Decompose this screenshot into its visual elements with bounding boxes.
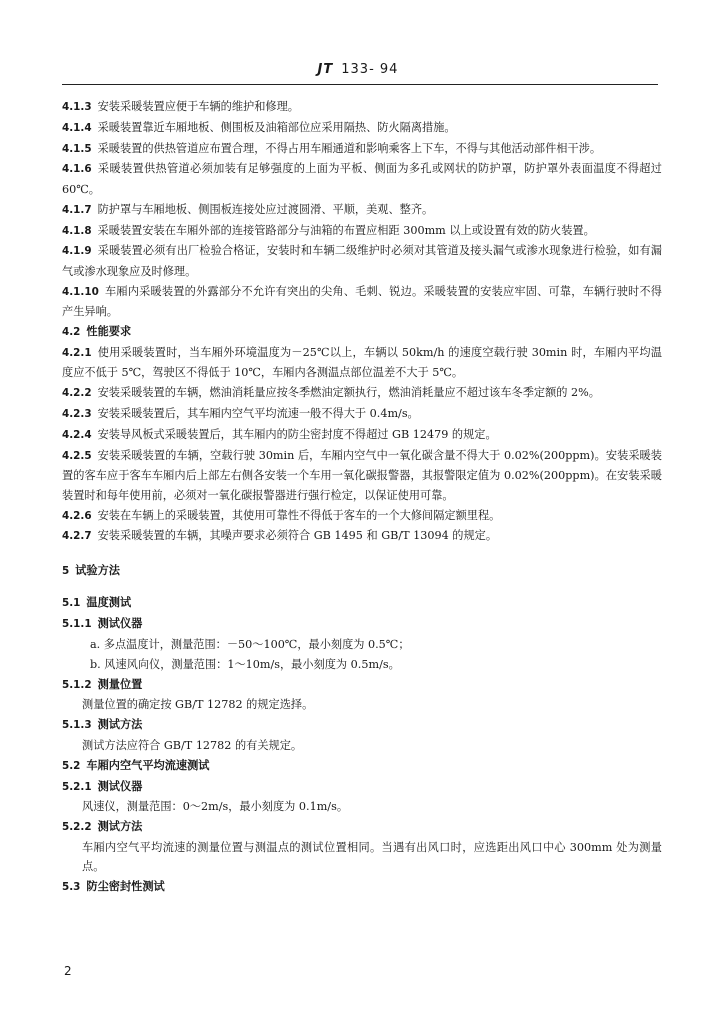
section-heading: 5 试验方法 bbox=[62, 562, 120, 577]
clause-text: 安装采暖装置的车辆，空载行驶 30min 后，车厢内空气中一氧化碳含量不得大于 0.02%(200ppm)。安装采暖装置的客车应于客车车厢内后上部左右侧各安装一个车用一氧化碳报警器，其报警限定值为 0.02%(200ppm)。在安装采暖装置时和每年使用前，必须对一氧化碳报警器进行强行检定，以保证使用可靠。 bbox=[62, 448, 662, 502]
clause-number: 4.2.3 bbox=[62, 407, 92, 420]
clause-4-1-5 bbox=[62, 139, 662, 160]
clause-text: 安装在车辆上的采暖装置，其使用可靠性不得低于客车的一个大修间隔定额里程。 bbox=[97, 508, 501, 522]
clause-4-1-6 bbox=[62, 159, 662, 199]
header-rule bbox=[62, 84, 658, 85]
clause-number: 4.1.9 bbox=[62, 245, 92, 258]
clause-text: 测试方法应符合 GB/T 12782 的有关规定。 bbox=[82, 738, 303, 752]
clause-text: 温度测试 bbox=[86, 595, 132, 610]
clause-4-2-1 bbox=[62, 343, 662, 383]
standard-code: 133- 94 bbox=[341, 62, 399, 77]
list-item bbox=[62, 635, 662, 655]
clause-text: 安装采暖装置的车辆，其噪声要求必须符合 GB 1495 和 GB/T 13094 的规定。 bbox=[97, 529, 498, 543]
clause-number: 5.3 bbox=[62, 881, 81, 894]
test-heading bbox=[62, 817, 662, 838]
clause-text: 采暖装置的供热管道应布置合理，不得占用车厢通道和影响乘客上下车，不得与其他活动部件相干涉。 bbox=[97, 141, 602, 155]
clause-text: 采暖装置安装在车厢外部的连接管路部分与油箱的布置应相距 300mm 以上或设置有效的防火装置。 bbox=[97, 223, 595, 237]
test-heading bbox=[62, 756, 662, 777]
clause-number: 4.1.6 bbox=[62, 163, 92, 176]
clause-4-1-4 bbox=[62, 118, 662, 139]
clause-text: 车厢内空气平均流速的测量位置与测温点的测试位置相同。当遇有出风口时，应选距出风口中心 300mm 处为测量点。 bbox=[82, 840, 662, 874]
clause-text: 车厢内空气平均流速测试 bbox=[86, 757, 210, 772]
page-header bbox=[0, 62, 716, 77]
clause-number: 5.2.1 bbox=[62, 780, 92, 793]
test-text bbox=[62, 838, 662, 877]
clause-text: 风速仪，测量范围：0～2m/s，最小刻度为 0.1m/s。 bbox=[82, 800, 349, 814]
clause-text: 采暖装置靠近车厢地板、侧围板及油箱部位应采用隔热、防火隔离措施。 bbox=[97, 120, 456, 134]
clause-4-2-6 bbox=[62, 506, 662, 527]
clause-number: 4.1.7 bbox=[62, 203, 92, 216]
clause-text: 采暖装置供热管道必须加装有足够强度的上面为平板、侧面为多孔或网状的防护罩，防护罩外表面温度不得超过 60℃。 bbox=[62, 162, 662, 196]
clause-text: 性能要求 bbox=[86, 324, 132, 339]
clause-4-2-5 bbox=[62, 446, 662, 506]
page-number: 2 bbox=[64, 964, 72, 978]
clause-number: 5.1.2 bbox=[62, 678, 92, 691]
clause-number: 4.2.5 bbox=[62, 449, 92, 462]
clause-text: 测试方法 bbox=[97, 717, 143, 732]
list-item bbox=[62, 655, 662, 675]
clause-4-2-7 bbox=[62, 526, 662, 547]
clause-number: 5.2 bbox=[62, 759, 81, 772]
clause-text: 防护罩与车厢地板、侧围板连接处应过渡圆滑、平顺，美观、整齐。 bbox=[97, 202, 434, 216]
test-heading bbox=[62, 614, 662, 635]
test-heading bbox=[62, 777, 662, 798]
clause-text: 车厢内采暖装置的外露部分不允许有突出的尖角、毛刺、锐边。采暖装置的安装应牢固、可靠，车辆行驶时不得产生异响。 bbox=[62, 284, 662, 319]
test-heading bbox=[62, 593, 662, 614]
clause-number: 4.2.7 bbox=[62, 530, 92, 543]
test-heading bbox=[62, 877, 662, 898]
clause-4-2-4 bbox=[62, 425, 662, 446]
clause-number: 4.2.4 bbox=[62, 428, 92, 441]
clause-text: a. 多点温度计，测量范围：－50～100℃，最小刻度为 0.5℃； bbox=[90, 638, 410, 652]
clause-number: 4.1.3 bbox=[62, 101, 92, 113]
test-text bbox=[62, 695, 662, 715]
clause-text: 测试方法 bbox=[97, 819, 143, 834]
clause-text: 使用采暖装置时，当车厢外环境温度为－25℃以上，车辆以 50km/h 的速度空载行驶 30min 时，车厢内平均温度应不低于 5℃，驾驶区不得低于 10℃，车厢内各测温点部位温差不大于 5℃。 bbox=[62, 345, 662, 380]
clause-number: 5.1.1 bbox=[62, 618, 92, 631]
clause-text: 采暖装置必须有出厂检验合格证，安装时和车辆二级维护时必须对其管道及接头漏气或渗水现象进行检验，如有漏气或渗水现象应及时修理。 bbox=[62, 244, 662, 278]
clause-text: 安装采暖装置后，其车厢内空气平均流速一般不得大于 0.4m/s。 bbox=[97, 406, 419, 420]
clause-4-2-3 bbox=[62, 404, 662, 425]
clause-text: 安装采暖装置应便于车辆的维护和修理。 bbox=[97, 100, 299, 113]
clause-number: 5.2.2 bbox=[62, 821, 92, 834]
clause-list-5 bbox=[62, 593, 662, 897]
clause-text: 测量位置 bbox=[97, 676, 143, 691]
clause-text: 防尘密封性测试 bbox=[86, 879, 165, 894]
clause-text: 安装导风板式采暖装置后，其车厢内的防尘密封度不得超过 GB 12479 的规定。 bbox=[97, 427, 497, 441]
clause-text: b. 风速风向仪，测量范围：1～10m/s，最小刻度为 0.5m/s。 bbox=[90, 657, 400, 671]
clause-text: 测量位置的确定按 GB/T 12782 的规定选择。 bbox=[82, 698, 314, 712]
clause-4-1-9 bbox=[62, 241, 662, 281]
clause-number: 4.1.10 bbox=[62, 285, 99, 298]
clause-4-1-7 bbox=[62, 200, 662, 221]
standard-prefix: JT bbox=[317, 62, 334, 77]
clause-number: 4.2.1 bbox=[62, 346, 92, 359]
test-heading bbox=[62, 675, 662, 696]
clause-4-2 bbox=[62, 322, 662, 343]
clause-list-4 bbox=[62, 97, 662, 547]
clause-text: 测试仪器 bbox=[97, 778, 143, 793]
clause-4-1-10 bbox=[62, 282, 662, 322]
clause-number: 4.1.4 bbox=[62, 121, 92, 134]
clause-4-1-8 bbox=[62, 221, 662, 242]
test-text bbox=[62, 797, 662, 817]
clause-number: 4.2 bbox=[62, 326, 81, 339]
clause-number: 4.2.6 bbox=[62, 509, 92, 522]
clause-4-1-3 bbox=[62, 97, 662, 118]
clause-number: 5.1 bbox=[62, 597, 81, 610]
clause-text: 安装采暖装置的车辆，燃油消耗量应按冬季燃油定额执行，燃油消耗量应不超过该车冬季定额的 2%。 bbox=[97, 386, 600, 400]
document-body bbox=[62, 97, 662, 898]
clause-4-2-2 bbox=[62, 383, 662, 404]
clause-number: 5.1.3 bbox=[62, 719, 92, 732]
clause-number: 4.1.5 bbox=[62, 142, 92, 155]
test-text bbox=[62, 736, 662, 756]
clause-text: 测试仪器 bbox=[97, 616, 143, 631]
test-heading bbox=[62, 715, 662, 736]
clause-number: 4.2.2 bbox=[62, 387, 92, 400]
clause-number: 4.1.8 bbox=[62, 224, 92, 237]
